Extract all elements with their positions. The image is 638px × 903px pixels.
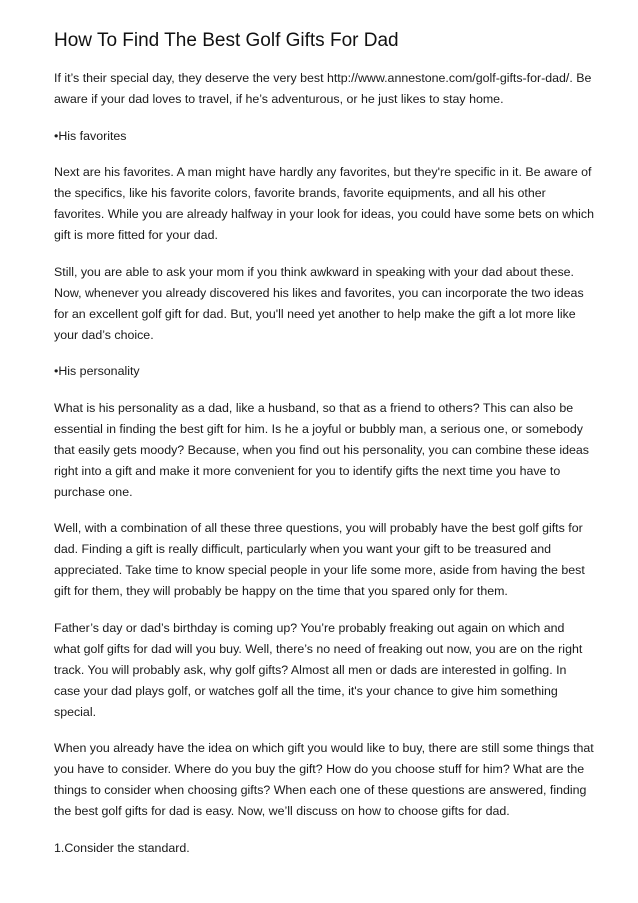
section-heading-favorites: •His favorites [54, 128, 127, 143]
document-body [54, 68, 594, 874]
list-item-consider-standard: 1.Consider the standard. [54, 840, 190, 855]
paragraph: Well, with a combination of all these three questions, you will probably have the best golf gifts for dad. Finding a gift is really difficult, particularly when you want your gift to be treasured and appreciated. Take time to know special people in your life some more, aside from having the best gift for them, they will probably be happy on the time that you spared only for them. [54, 521, 585, 598]
section-heading-personality: •His personality [54, 364, 140, 378]
page-title: How To Find The Best Golf Gifts For Dad [54, 30, 399, 51]
intro-paragraph: If it’s their special day, they deserve the very best http://www.annestone.com/golf-gifts-for-dad/. Be aware if your dad loves to travel, if he’s adventurous, or he just likes to stay home. [54, 71, 592, 106]
paragraph: Next are his favorites. A man might have hardly any favorites, but they're specific in it. Be aware of the specifics, like his favorite colors, favorite brands, favorite equipments, and all his other favorites. While you are already halfway in your look for ideas, you could have some bets on which gift is more fitted for your dad. [54, 165, 594, 242]
paragraph: Still, you are able to ask your mom if you think awkward in speaking with your dad about these. Now, whenever you already discovered his likes and favorites, you can incorporate the two ideas for an excellent golf gift for dad. But, you'll need yet another to help make the gift a lot more like your dad’s choice. [54, 264, 584, 342]
paragraph: When you already have the idea on which gift you would like to buy, there are still some things that you have to consider. Where do you buy the gift? How do you choose stuff for him? What are the things to consider when choosing gifts? When each one of these questions are answered, finding the best golf gifts for dad is easy. Now, we’ll discuss on how to choose gifts for dad. [54, 741, 594, 818]
paragraph: Father’s day or dad’s birthday is coming up? You’re probably freaking out again on which and what golf gifts for dad will you buy. Well, there’s no need of freaking out now, you are on the right track. You will probably ask, why golf gifts? Almost all men or dads are interested in golfing. In case your dad plays golf, or watches golf all the time, it's your chance to give him something special. [54, 620, 583, 719]
paragraph: What is his personality as a dad, like a husband, so that as a friend to others? This can also be essential in finding the best gift for him. Is he a joyful or bubbly man, a serious one, or somebody that easily gets moody? Because, when you find out his personality, you can combine these ideas right into a gift and make it more convenient for you to identify gifts the next time you have to purchase one. [54, 400, 589, 499]
